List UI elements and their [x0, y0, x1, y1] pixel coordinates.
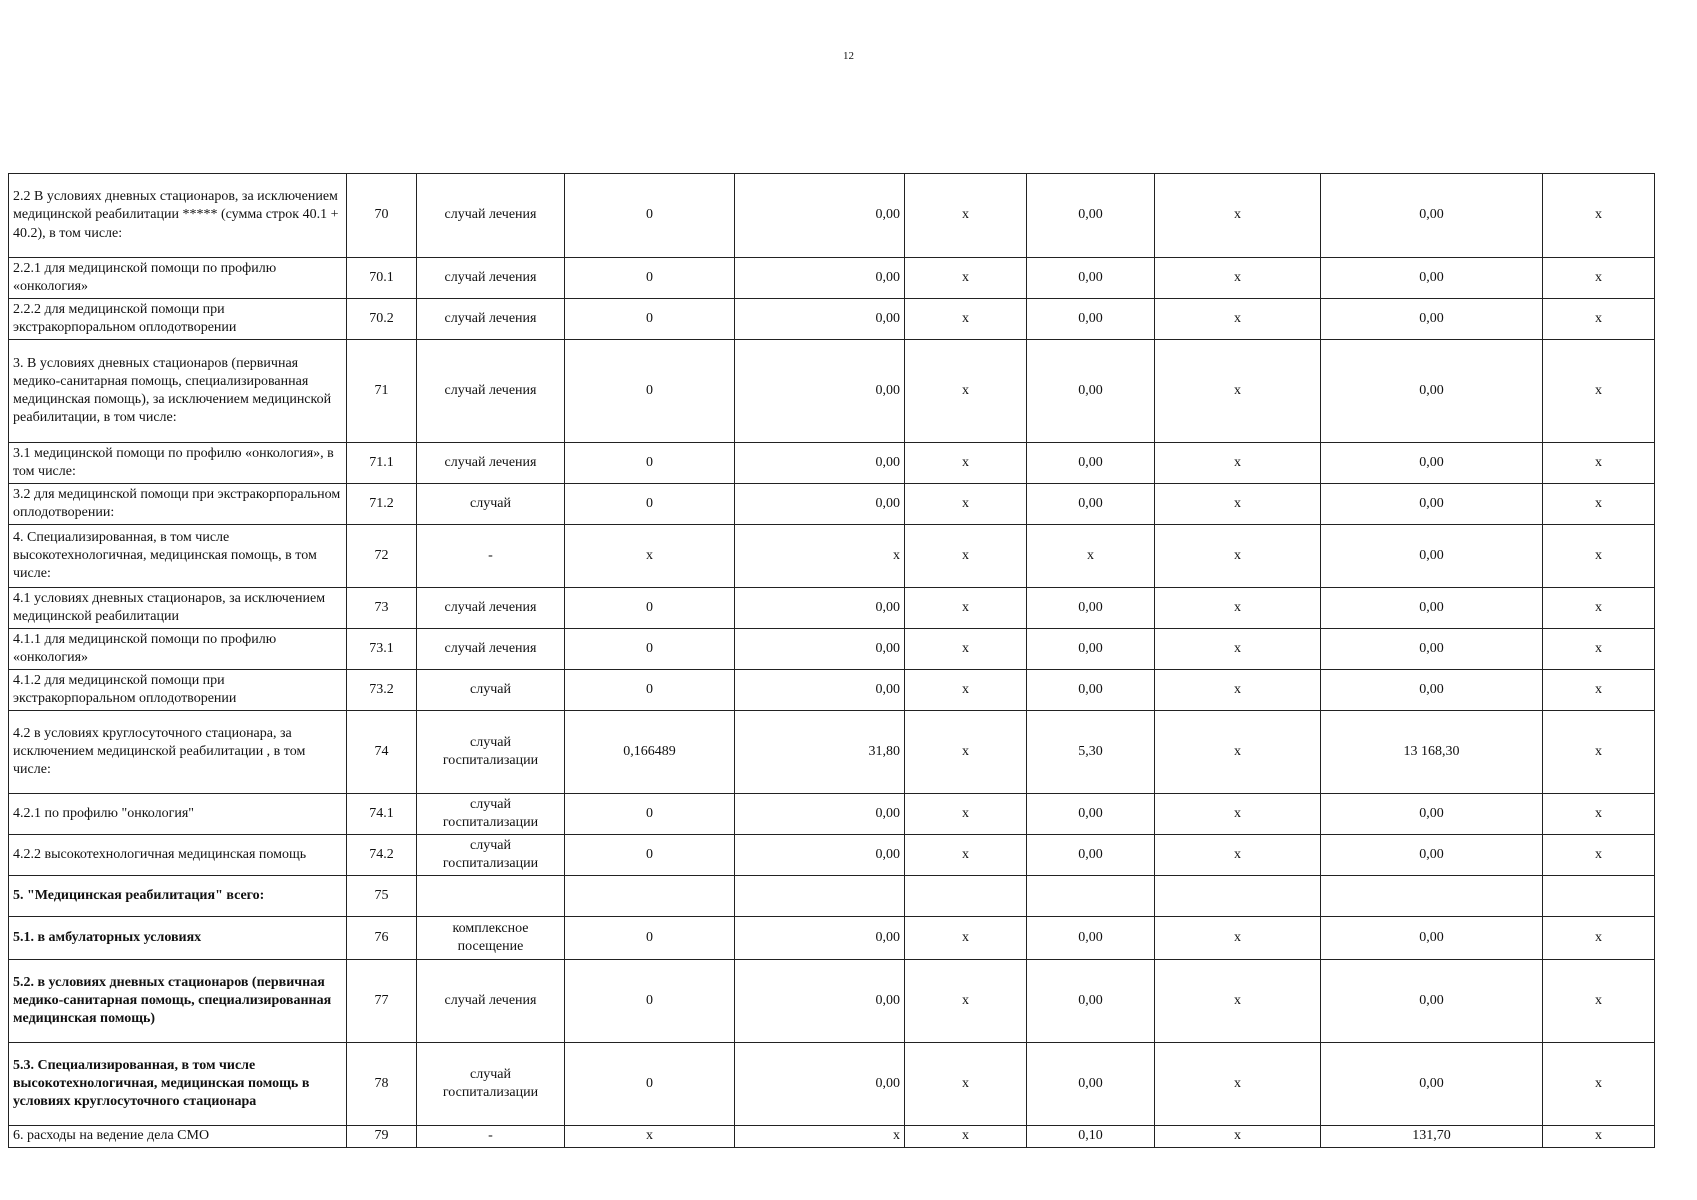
row-col6: х	[905, 1126, 1027, 1148]
table-row	[9, 588, 1655, 629]
row-cost: 0,00	[735, 670, 905, 711]
row-col9: 0,00	[1321, 525, 1543, 588]
row-col9	[1321, 876, 1543, 917]
row-unit: случай лечения	[417, 258, 565, 299]
table-row	[9, 670, 1655, 711]
row-volume: 0	[565, 258, 735, 299]
row-volume: 0	[565, 629, 735, 670]
row-col7: 0,00	[1027, 794, 1155, 835]
row-col10: х	[1543, 340, 1655, 443]
row-cost: 0,00	[735, 960, 905, 1043]
row-col8: х	[1155, 960, 1321, 1043]
row-col7: 0,00	[1027, 629, 1155, 670]
row-name: 4. Специализированная, в том числе высокотехнологичная, медицинская помощь, в том числе:	[9, 525, 347, 588]
row-col9: 0,00	[1321, 340, 1543, 443]
row-col7: х	[1027, 525, 1155, 588]
row-col8: х	[1155, 525, 1321, 588]
row-name: 5.3. Специализированная, в том числе высокотехнологичная, медицинская помощь в условиях круглосуточного стационара	[9, 1043, 347, 1126]
row-col7: 0,10	[1027, 1126, 1155, 1148]
row-col7: 0,00	[1027, 670, 1155, 711]
row-unit: случай лечения	[417, 174, 565, 258]
row-cost: 0,00	[735, 443, 905, 484]
row-col8: х	[1155, 299, 1321, 340]
row-col7: 0,00	[1027, 340, 1155, 443]
row-col9: 0,00	[1321, 917, 1543, 960]
row-code: 71	[347, 340, 417, 443]
row-col6	[905, 876, 1027, 917]
row-unit: случай лечения	[417, 629, 565, 670]
row-unit: случай лечения	[417, 299, 565, 340]
row-code: 70.1	[347, 258, 417, 299]
row-col7: 0,00	[1027, 443, 1155, 484]
row-unit: случай	[417, 484, 565, 525]
row-col6: х	[905, 443, 1027, 484]
row-col6: х	[905, 258, 1027, 299]
row-cost: 0,00	[735, 484, 905, 525]
row-unit: случай лечения	[417, 960, 565, 1043]
row-col8	[1155, 876, 1321, 917]
row-volume: 0	[565, 484, 735, 525]
row-name: 5.1. в амбулаторных условиях	[9, 917, 347, 960]
row-unit: случай лечения	[417, 340, 565, 443]
row-volume: х	[565, 525, 735, 588]
row-volume: 0	[565, 340, 735, 443]
row-col9: 131,70	[1321, 1126, 1543, 1148]
row-code: 79	[347, 1126, 417, 1148]
row-code: 71.1	[347, 443, 417, 484]
table-row	[9, 917, 1655, 960]
row-col7	[1027, 876, 1155, 917]
row-col7: 0,00	[1027, 299, 1155, 340]
row-code: 76	[347, 917, 417, 960]
row-col8: х	[1155, 794, 1321, 835]
row-code: 77	[347, 960, 417, 1043]
row-cost: 0,00	[735, 835, 905, 876]
row-unit: комплексное посещение	[417, 917, 565, 960]
row-col8: х	[1155, 711, 1321, 794]
row-cost: х	[735, 1126, 905, 1148]
row-code: 70	[347, 174, 417, 258]
row-col6: х	[905, 299, 1027, 340]
row-col10: х	[1543, 960, 1655, 1043]
row-col6: х	[905, 340, 1027, 443]
row-col10	[1543, 876, 1655, 917]
table-row	[9, 340, 1655, 443]
table-row	[9, 711, 1655, 794]
row-col10: х	[1543, 588, 1655, 629]
row-col8: х	[1155, 340, 1321, 443]
row-col7: 0,00	[1027, 174, 1155, 258]
row-col10: х	[1543, 711, 1655, 794]
row-volume: 0	[565, 670, 735, 711]
row-name: 4.2.1 по профилю "онкология"	[9, 794, 347, 835]
row-name: 3. В условиях дневных стационаров (первичная медико-санитарная помощь, специализированная медицинская помощь), за исключением медицинской реабилитации, в том числе:	[9, 340, 347, 443]
row-col8: х	[1155, 1126, 1321, 1148]
row-cost: 0,00	[735, 588, 905, 629]
row-code: 70.2	[347, 299, 417, 340]
row-col9: 0,00	[1321, 960, 1543, 1043]
row-col7: 0,00	[1027, 258, 1155, 299]
row-unit	[417, 876, 565, 917]
row-col10: х	[1543, 258, 1655, 299]
row-col8: х	[1155, 629, 1321, 670]
row-col9: 0,00	[1321, 484, 1543, 525]
row-volume: 0	[565, 960, 735, 1043]
row-name: 3.2 для медицинской помощи при экстракорпоральном оплодотворении:	[9, 484, 347, 525]
row-name: 4.2 в условиях круглосуточного стационара, за исключением медицинской реабилитации , в том числе:	[9, 711, 347, 794]
row-unit: случай лечения	[417, 443, 565, 484]
row-col9: 0,00	[1321, 299, 1543, 340]
row-col9: 0,00	[1321, 588, 1543, 629]
row-cost: 31,80	[735, 711, 905, 794]
table-row	[9, 258, 1655, 299]
row-col10: х	[1543, 525, 1655, 588]
row-col8: х	[1155, 443, 1321, 484]
row-cost: 0,00	[735, 917, 905, 960]
row-col6: х	[905, 794, 1027, 835]
page-number: 12	[843, 50, 854, 62]
row-unit: -	[417, 1126, 565, 1148]
table-row	[9, 174, 1655, 258]
table-row	[9, 794, 1655, 835]
row-name: 2.2.1 для медицинской помощи по профилю «онкология»	[9, 258, 347, 299]
row-col6: х	[905, 525, 1027, 588]
row-name: 4.1.2 для медицинской помощи при экстракорпоральном оплодотворении	[9, 670, 347, 711]
row-col9: 0,00	[1321, 258, 1543, 299]
row-col7: 0,00	[1027, 484, 1155, 525]
row-col9: 0,00	[1321, 174, 1543, 258]
row-col6: х	[905, 1043, 1027, 1126]
row-col10: х	[1543, 629, 1655, 670]
row-name: 5. "Медицинская реабилитация" всего:	[9, 876, 347, 917]
row-col10: х	[1543, 174, 1655, 258]
row-col9: 0,00	[1321, 443, 1543, 484]
table-row	[9, 443, 1655, 484]
row-cost: 0,00	[735, 1043, 905, 1126]
row-name: 2.2 В условиях дневных стационаров, за исключением медицинской реабилитации ***** (сумма строк 40.1 + 40.2), в том числе:	[9, 174, 347, 258]
row-name: 4.1.1 для медицинской помощи по профилю «онкология»	[9, 629, 347, 670]
row-col9: 0,00	[1321, 629, 1543, 670]
row-col8: х	[1155, 588, 1321, 629]
row-col10: х	[1543, 917, 1655, 960]
row-unit: случай госпитализации	[417, 711, 565, 794]
table-row	[9, 299, 1655, 340]
row-volume: 0	[565, 835, 735, 876]
row-volume: 0	[565, 1043, 735, 1126]
row-col6: х	[905, 629, 1027, 670]
tariff-table	[8, 173, 1655, 1148]
row-unit: случай лечения	[417, 588, 565, 629]
row-cost: 0,00	[735, 794, 905, 835]
row-code: 74.1	[347, 794, 417, 835]
row-col10: х	[1543, 443, 1655, 484]
row-col8: х	[1155, 670, 1321, 711]
row-col6: х	[905, 711, 1027, 794]
row-code: 73.1	[347, 629, 417, 670]
row-cost: 0,00	[735, 258, 905, 299]
row-col9: 13 168,30	[1321, 711, 1543, 794]
row-code: 74	[347, 711, 417, 794]
row-col8: х	[1155, 1043, 1321, 1126]
row-col10: х	[1543, 1126, 1655, 1148]
table-row	[9, 629, 1655, 670]
row-volume: 0	[565, 299, 735, 340]
row-volume: 0,166489	[565, 711, 735, 794]
row-volume: 0	[565, 588, 735, 629]
row-col9: 0,00	[1321, 1043, 1543, 1126]
row-unit: -	[417, 525, 565, 588]
row-col6: х	[905, 960, 1027, 1043]
row-col6: х	[905, 484, 1027, 525]
row-col9: 0,00	[1321, 835, 1543, 876]
row-col8: х	[1155, 484, 1321, 525]
row-code: 74.2	[347, 835, 417, 876]
row-cost: 0,00	[735, 629, 905, 670]
row-col6: х	[905, 174, 1027, 258]
row-col8: х	[1155, 835, 1321, 876]
table-row	[9, 835, 1655, 876]
row-cost: х	[735, 525, 905, 588]
row-volume: 0	[565, 794, 735, 835]
row-name: 2.2.2 для медицинской помощи при экстракорпоральном оплодотворении	[9, 299, 347, 340]
row-code: 73.2	[347, 670, 417, 711]
row-name: 4.2.2 высокотехнологичная медицинская помощь	[9, 835, 347, 876]
row-volume: х	[565, 1126, 735, 1148]
row-col7: 5,30	[1027, 711, 1155, 794]
row-name: 5.2. в условиях дневных стационаров (первичная медико-санитарная помощь, специализированная медицинская помощь)	[9, 960, 347, 1043]
row-col6: х	[905, 835, 1027, 876]
row-name: 6. расходы на ведение дела СМО	[9, 1126, 347, 1148]
row-col8: х	[1155, 174, 1321, 258]
table-row	[9, 484, 1655, 525]
row-col10: х	[1543, 299, 1655, 340]
row-col9: 0,00	[1321, 794, 1543, 835]
row-cost: 0,00	[735, 299, 905, 340]
row-col7: 0,00	[1027, 1043, 1155, 1126]
table-row	[9, 1043, 1655, 1126]
row-volume: 0	[565, 174, 735, 258]
row-col10: х	[1543, 835, 1655, 876]
row-col6: х	[905, 588, 1027, 629]
row-unit: случай госпитализации	[417, 794, 565, 835]
row-col7: 0,00	[1027, 835, 1155, 876]
table-row	[9, 525, 1655, 588]
row-cost	[735, 876, 905, 917]
row-cost: 0,00	[735, 340, 905, 443]
row-col10: х	[1543, 1043, 1655, 1126]
row-col6: х	[905, 670, 1027, 711]
row-col10: х	[1543, 794, 1655, 835]
row-col10: х	[1543, 484, 1655, 525]
row-code: 78	[347, 1043, 417, 1126]
row-volume: 0	[565, 443, 735, 484]
row-unit: случай	[417, 670, 565, 711]
row-col6: х	[905, 917, 1027, 960]
row-name: 4.1 условиях дневных стационаров, за исключением медицинской реабилитации	[9, 588, 347, 629]
row-code: 73	[347, 588, 417, 629]
row-col10: х	[1543, 670, 1655, 711]
row-volume: 0	[565, 917, 735, 960]
row-col7: 0,00	[1027, 917, 1155, 960]
row-col7: 0,00	[1027, 960, 1155, 1043]
row-name: 3.1 медицинской помощи по профилю «онкология», в том числе:	[9, 443, 347, 484]
row-volume	[565, 876, 735, 917]
row-code: 71.2	[347, 484, 417, 525]
row-unit: случай госпитализации	[417, 835, 565, 876]
row-col8: х	[1155, 917, 1321, 960]
row-unit: случай госпитализации	[417, 1043, 565, 1126]
table-row	[9, 1126, 1655, 1148]
row-col7: 0,00	[1027, 588, 1155, 629]
row-code: 72	[347, 525, 417, 588]
row-cost: 0,00	[735, 174, 905, 258]
row-code: 75	[347, 876, 417, 917]
row-col8: х	[1155, 258, 1321, 299]
table-row	[9, 876, 1655, 917]
row-col9: 0,00	[1321, 670, 1543, 711]
table-row	[9, 960, 1655, 1043]
